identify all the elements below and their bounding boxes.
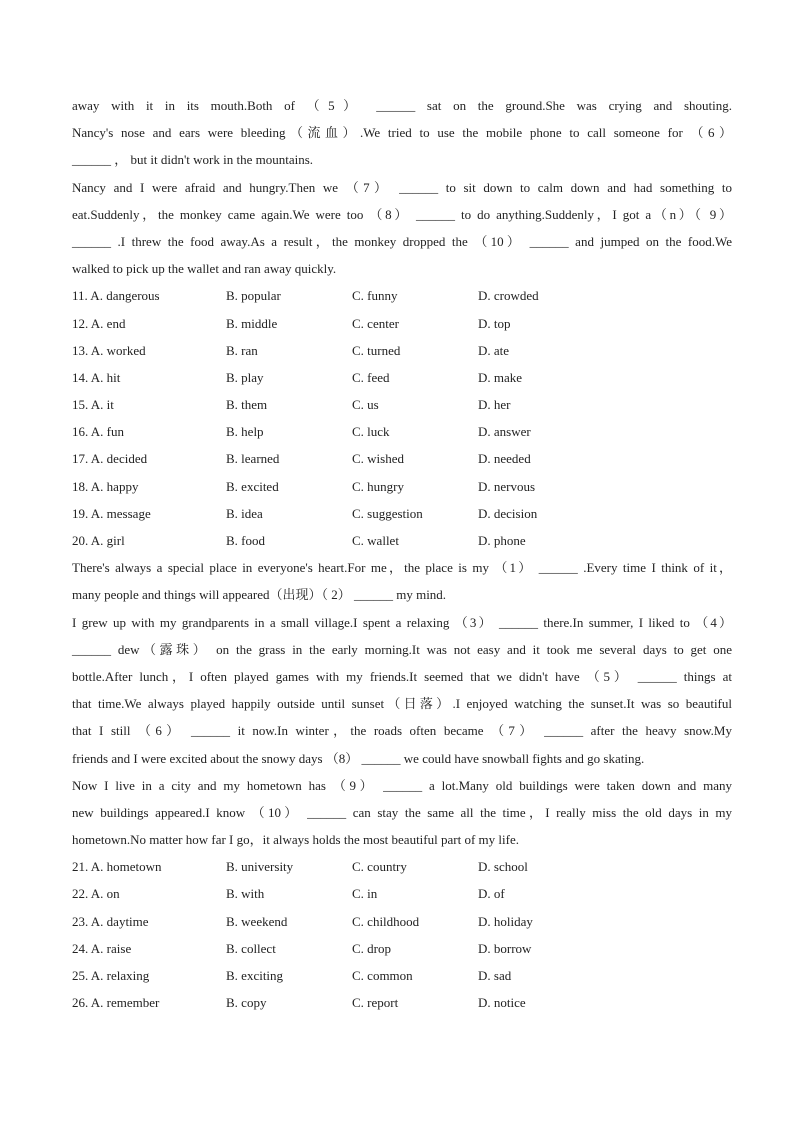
option-b: B. collect [226,940,276,956]
passage-line: bottle.After lunch，I often played games with my friends.It seemed that we didn't have （5） ______ things at [72,668,732,684]
question-row [72,391,732,418]
option-c: C. wished [352,451,404,467]
option-a: 22. A. on [72,886,120,902]
question-list-1 [72,282,732,554]
option-c: C. us [352,397,379,413]
option-d: D. notice [478,995,526,1011]
option-b: B. food [226,533,265,548]
question-list-2 [72,853,732,1016]
question-row [72,337,732,364]
option-b: B. learned [226,451,280,467]
option-a: 25. A. relaxing [72,968,150,983]
option-c: C. funny [352,288,398,304]
question-row [72,473,732,500]
option-a: 26. A. remember [72,995,160,1011]
passage-line: away with it in its mouth.Both of （5） ______ sat on the ground.She was crying and shouting. [72,98,732,113]
option-b: B. idea [226,505,263,521]
option-a: 18. A. happy [72,478,139,494]
passage-line: ______ .I threw the food away.As a result，the monkey dropped the （10） ______ and jumped on the food.We [72,233,732,249]
question-row [72,880,732,907]
option-c: C. country [352,859,407,875]
option-b: B. them [226,397,268,413]
passage-line: friends and I were excited about the snowy days （8） ______ we could have snowball fights and go skating. [72,750,645,766]
option-d: D. of [478,886,505,902]
passage-line: ______ dew（露珠） on the grass in the early morning.It was not easy and it took me several days to get one [72,641,732,657]
option-d: D. needed [478,451,531,467]
option-c: C. drop [352,940,391,956]
question-row [72,418,732,445]
question-row [72,908,732,935]
option-c: C. feed [352,369,390,385]
question-row [72,282,732,309]
option-d: D. crowded [478,288,539,304]
option-a: 20. A. girl [72,533,125,548]
passage-line: I grew up with my grandparents in a small village.I spent a relaxing （3） ______ there.In summer, I liked to （4） [72,614,732,630]
option-d: D. ate [478,342,510,358]
worksheet-page [72,92,732,1016]
question-row [72,527,732,554]
option-d: D. top [478,315,511,331]
question-row [72,853,732,880]
option-b: B. ran [226,342,258,358]
passage-line: Now I live in a city and my hometown has （9） ______ a lot.Many old buildings were taken down and many [72,777,732,793]
option-c: C. luck [352,424,390,440]
passage-1 [72,92,732,282]
question-row [72,445,732,472]
option-a: 14. A. hit [72,369,121,385]
option-b: B. university [226,859,294,875]
option-b: B. exciting [226,968,284,983]
option-b: B. excited [226,478,279,494]
question-row [72,500,732,527]
passage-line: Nancy and I were afraid and hungry.Then we （7） ______ to sit down to calm down and had something to [72,179,732,195]
option-a: 13. A. worked [72,342,146,358]
option-b: B. middle [226,315,278,331]
passage-line: hometown.No matter how far I go，it always holds the most beautiful part of my life. [72,832,519,848]
option-d: D. make [478,369,523,385]
passage-line: that I still （6） ______ it now.In winter，the roads often became （7） ______ after the heavy snow.My [72,723,732,739]
option-c: C. suggestion [352,505,423,521]
passage-line: new buildings appeared.I know （10） ______ can stay the same all the time，I really miss the old days in my [72,804,732,820]
option-c: C. childhood [352,913,420,929]
option-c: C. hungry [352,478,404,494]
option-a: 21. A. hometown [72,859,162,875]
option-a: 11. A. dangerous [72,288,160,304]
passage-line: many people and things will appeared（出现）（ 2） ______ my mind. [72,587,447,603]
option-c: C. center [352,315,399,331]
option-a: 23. A. daytime [72,913,149,929]
option-c: C. common [352,968,413,983]
option-d: D. borrow [478,940,532,956]
passage-line: that time.We always played happily outside until sunset（日落）.I enjoyed watching the sunset.It was so beautiful [72,696,732,712]
passage-2 [72,554,732,853]
option-d: D. her [478,397,511,413]
option-d: D. holiday [478,913,533,929]
passage-line: eat.Suddenly，the monkey came again.We were too （8） ______ to do anything.Suddenly，I got a（n）（ 9） [72,206,732,222]
option-b: B. popular [226,288,281,304]
option-c: C. in [352,886,378,902]
question-row [72,935,732,962]
option-d: D. decision [478,505,538,521]
option-b: B. with [226,886,265,902]
option-d: D. nervous [478,478,536,494]
option-d: D. answer [478,424,531,440]
option-b: B. help [226,424,264,440]
option-b: B. copy [226,995,267,1011]
option-c: C. turned [352,342,401,358]
question-row [72,310,732,337]
question-row [72,364,732,391]
option-a: 17. A. decided [72,451,148,467]
passage-line: ______ ， but it didn't work in the mountains. [72,152,314,168]
option-a: 19. A. message [72,505,151,521]
option-a: 12. A. end [72,315,126,331]
option-c: C. wallet [352,533,399,548]
option-b: B. weekend [226,913,288,929]
option-a: 24. A. raise [72,940,132,956]
passage-line: There's always a special place in everyone's heart.For me，the place is my （1） ______ .Every time I think of it， [72,560,732,576]
option-a: 16. A. fun [72,424,124,440]
option-b: B. play [226,369,264,385]
option-d: D. school [478,859,528,875]
option-d: D. phone [478,533,526,548]
passage-line: walked to pick up the wallet and ran away quickly. [72,261,337,277]
option-a: 15. A. it [72,397,114,413]
option-c: C. report [352,995,399,1011]
question-row [72,962,732,989]
question-row [72,989,732,1016]
passage-line: Nancy's nose and ears were bleeding（流血）.We tried to use the mobile phone to call someone for （6） [72,125,732,141]
option-d: D. sad [478,968,512,983]
